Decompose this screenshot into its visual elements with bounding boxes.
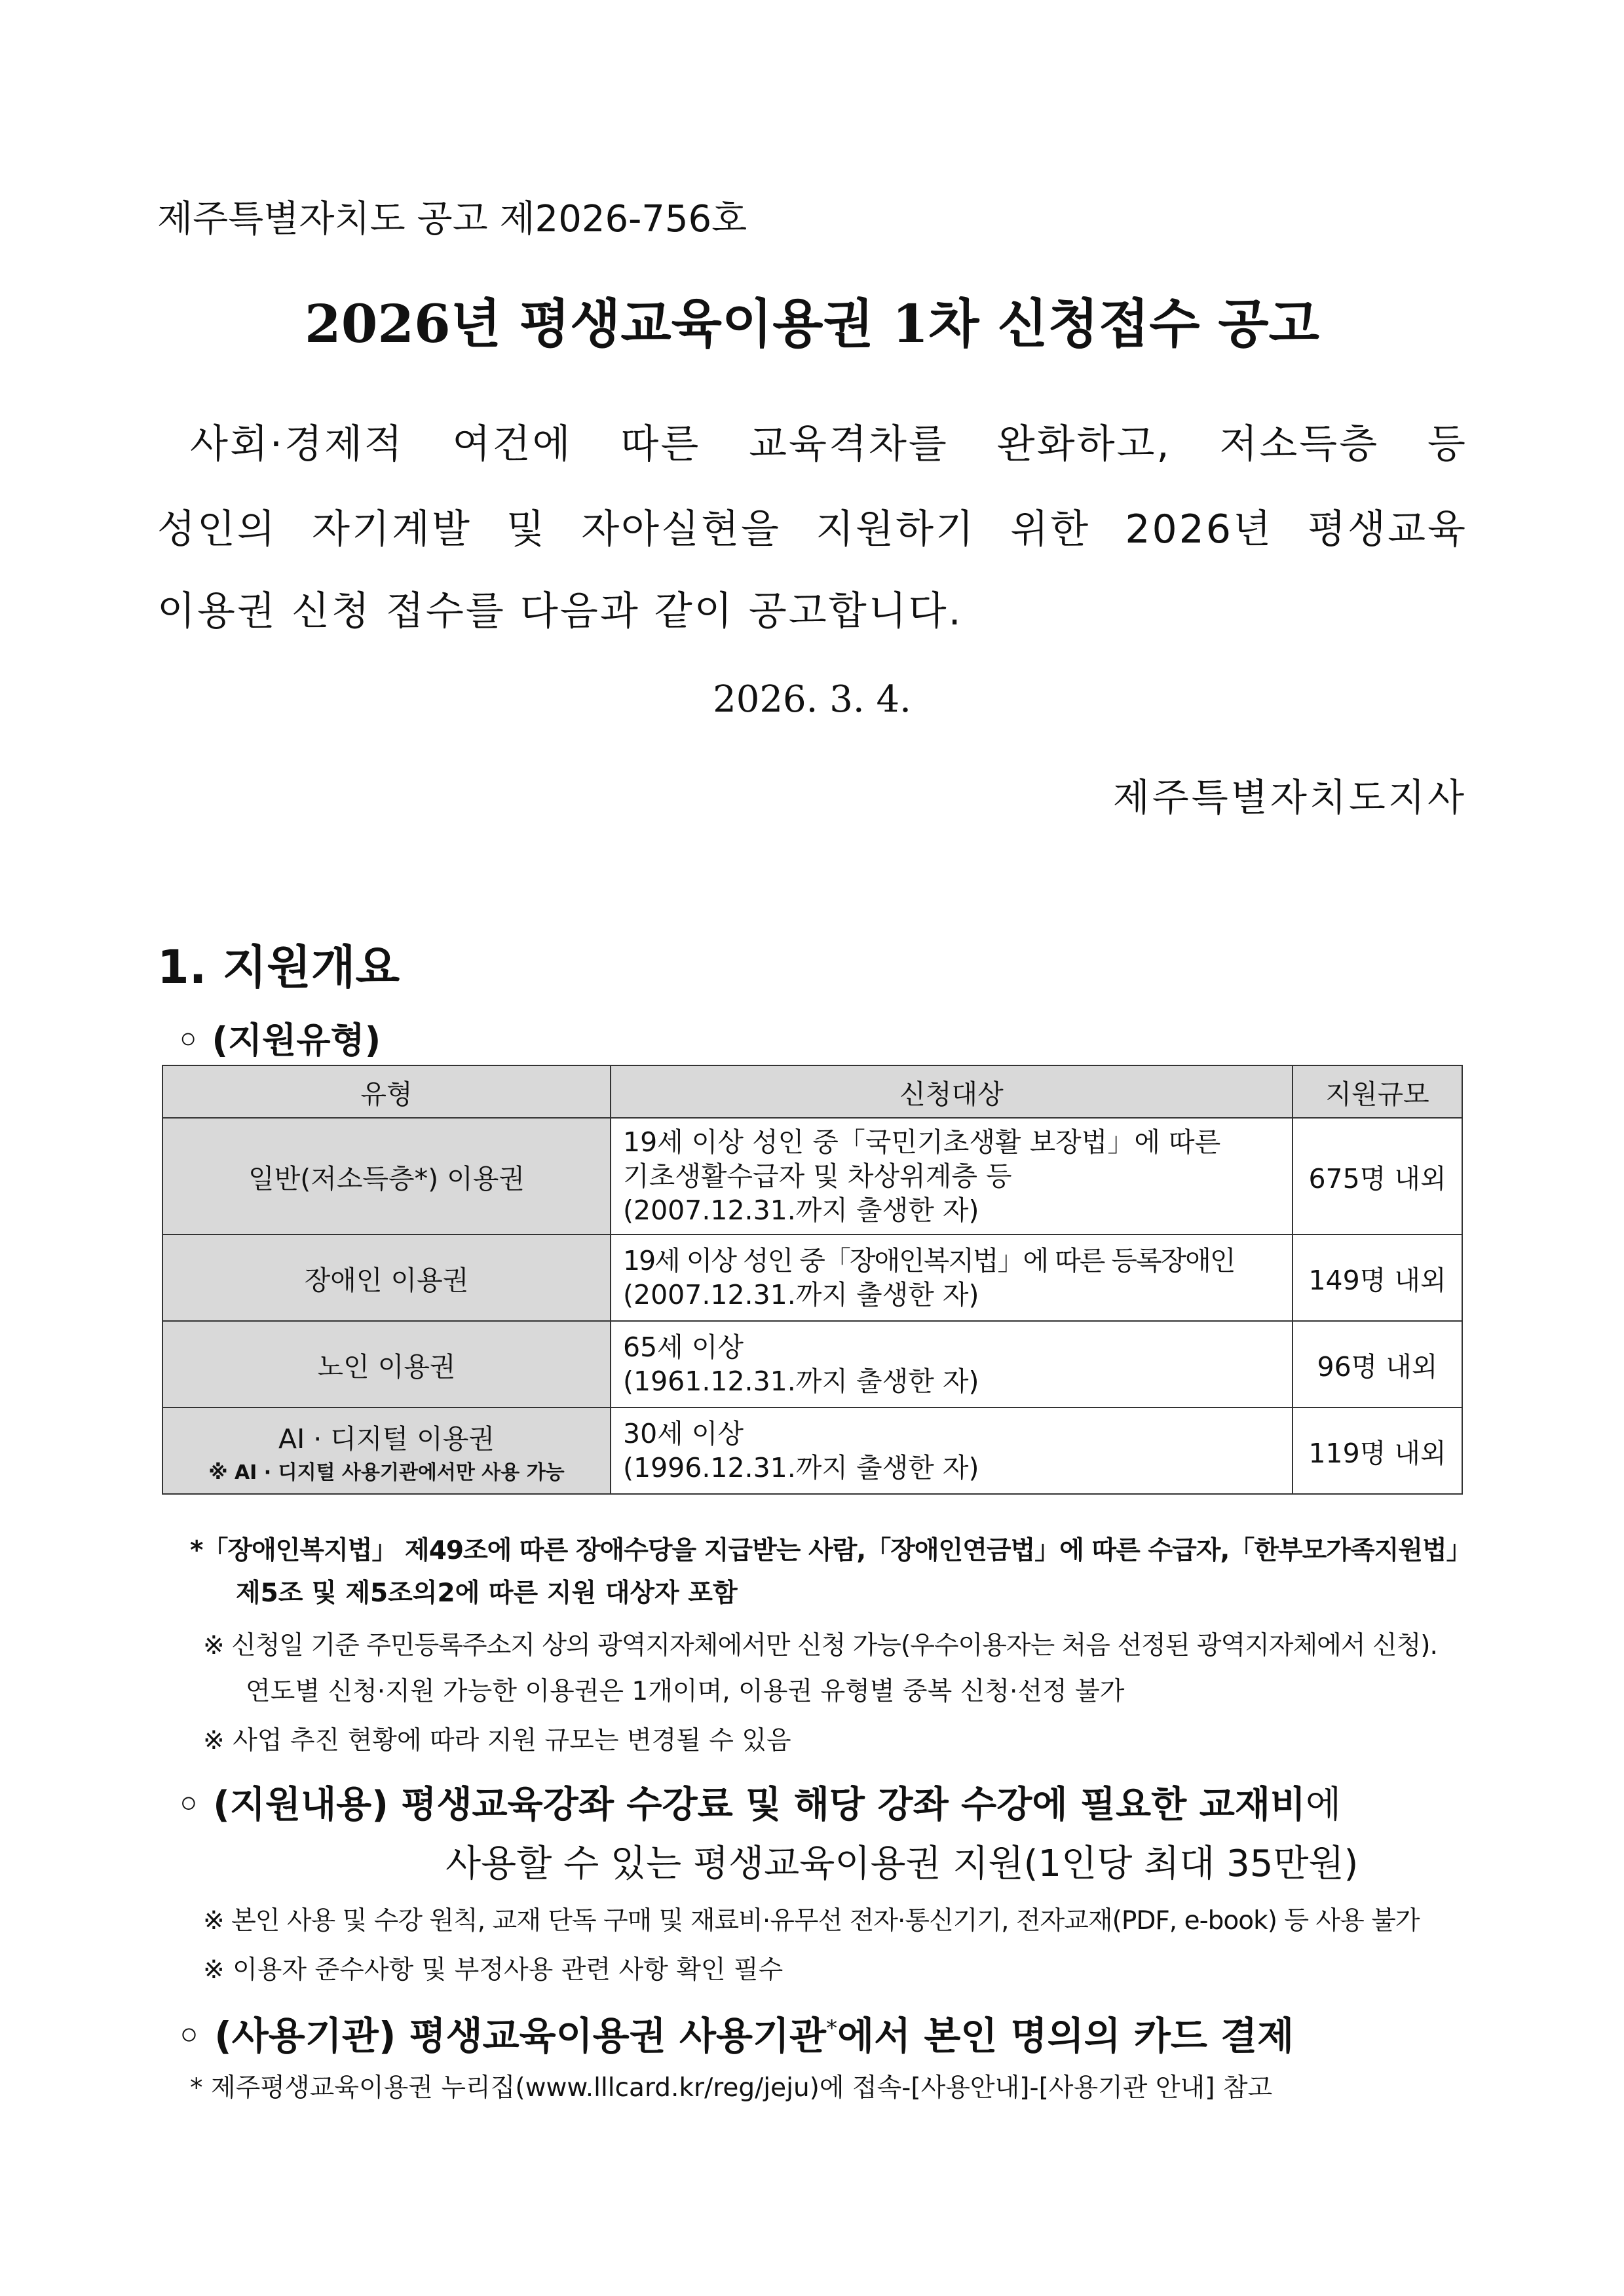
row-type-label: 노인 이용권 <box>317 1350 456 1383</box>
support-content-line-2: 사용할 수 있는 평생교육이용권 지원(1인당 최대 35만원) <box>445 1843 1359 1885</box>
row-type-label: AI · 디지털 이용권 <box>278 1423 495 1455</box>
notice-number: 제주특별자치도 공고 제2026-756호 <box>157 198 747 240</box>
row-target-line: 65세 이상 <box>623 1331 744 1363</box>
support-type-table <box>162 1065 1463 1495</box>
row-target-line: (1961.12.31.까지 출생한 자) <box>623 1366 979 1397</box>
intro-line-2: 성인의 자기계발 및 자아실현을 지원하기 위한 2026년 평생교육 <box>157 507 1467 552</box>
table-header-row <box>162 1065 1462 1118</box>
row-target-line: 기초생활수급자 및 차상위계층 등 <box>623 1160 1012 1192</box>
table-row <box>162 1321 1462 1407</box>
usage-institution-star: * <box>826 2015 838 2042</box>
row-target-line: (1996.12.31.까지 출생한 자) <box>623 1452 979 1483</box>
footnote-region: ※ 신청일 기준 주민등록주소지 상의 광역지자체에서만 신청 가능(우수이용자는 처음 선정된 광역지자체에서 신청). <box>203 1631 1437 1660</box>
row-target-line: 19세 이상 성인 중「국민기초생활 보장법」에 따른 <box>623 1126 1221 1158</box>
compliance-note: ※ 이용자 준수사항 및 부정사용 관련 사항 확인 필수 <box>203 1955 784 1985</box>
row-target <box>611 1118 1293 1234</box>
usage-institution-bold: ◦ (사용기관) 평생교육이용권 사용기관 <box>177 2014 827 2058</box>
footnote-disability-cont: 제5조 및 제5조의2에 따른 지원 대상자 포함 <box>236 1578 738 1608</box>
row-scale: 675명 내외 <box>1293 1118 1462 1234</box>
row-target <box>611 1321 1293 1407</box>
footnote-disability: *「장애인복지법」 제49조에 따른 장애수당을 지급받는 사람,「장애인연금법」에 따른 수급자,「한부모가족지원법」 <box>190 1536 1471 1565</box>
support-content-bold: ◦ (지원내용) 평생교육강좌 수강료 및 해당 강좌 수강에 필요한 교재비 <box>177 1784 1306 1826</box>
usage-institution-tail: 에서 본인 명의의 카드 결제 <box>837 2014 1294 2058</box>
usage-restriction-note: ※ 본인 사용 및 수강 원칙, 교재 단독 구매 및 재료비·유무선 전자·통신기기, 전자교재(PDF, e-book) 등 사용 불가 <box>203 1906 1420 1936</box>
row-type-label: 장애인 이용권 <box>304 1264 469 1296</box>
issuer: 제주특별자치도지사 <box>1112 775 1467 820</box>
row-scale: 96명 내외 <box>1293 1321 1462 1407</box>
row-type <box>162 1234 611 1321</box>
footnote-scale-change: ※ 사업 추진 현황에 따라 지원 규모는 변경될 수 있음 <box>203 1726 791 1755</box>
row-target <box>611 1234 1293 1321</box>
intro-line-1: 사회·경제적 여건에 따른 교육격차를 완화하고, 저소득층 등 <box>190 421 1467 467</box>
row-type <box>162 1407 611 1494</box>
document-title: 2026년 평생교육이용권 1차 신청접수 공고 <box>305 293 1319 354</box>
row-target-line: (2007.12.31.까지 출생한 자) <box>623 1279 979 1311</box>
row-type-label: 일반(저소득층*) 이용권 <box>248 1162 525 1195</box>
usage-institution-heading <box>177 2005 1294 2060</box>
footnote-region-cont: 연도별 신청·지원 가능한 이용권은 1개이며, 이용권 유형별 중복 신청·선정 불가 <box>246 1677 1125 1706</box>
table-row <box>162 1234 1462 1321</box>
header-type: 유형 <box>162 1065 611 1118</box>
support-content-heading <box>177 1776 1341 1828</box>
header-scale: 지원규모 <box>1293 1065 1462 1118</box>
row-scale: 119명 내외 <box>1293 1407 1462 1494</box>
row-scale: 149명 내외 <box>1293 1234 1462 1321</box>
row-target-line: (2007.12.31.까지 출생한 자) <box>623 1195 979 1226</box>
row-type-note: ※ AI · 디지털 사용기관에서만 사용 가능 <box>208 1461 565 1484</box>
table-row <box>162 1407 1462 1494</box>
support-type-heading: ◦ (지원유형) <box>177 1020 381 1061</box>
section-1-title: 1. 지원개요 <box>157 940 400 994</box>
intro-line-3: 이용권 신청 접수를 다음과 같이 공고합니다. <box>157 588 963 634</box>
website-note: * 제주평생교육이용권 누리집(www.lllcard.kr/reg/jeju)에 접속-[사용안내]-[사용기관 안내] 참고 <box>190 2073 1273 2103</box>
row-target-line: 30세 이상 <box>623 1418 744 1449</box>
row-type <box>162 1118 611 1234</box>
table-row <box>162 1118 1462 1234</box>
row-type <box>162 1321 611 1407</box>
header-target: 신청대상 <box>611 1065 1293 1118</box>
row-target-line: 19세 이상 성인 중「장애인복지법」에 따른 등록장애인 <box>623 1245 1235 1276</box>
notice-date: 2026. 3. 4. <box>713 678 911 721</box>
row-target <box>611 1407 1293 1494</box>
support-content-tail: 에 <box>1306 1784 1342 1826</box>
